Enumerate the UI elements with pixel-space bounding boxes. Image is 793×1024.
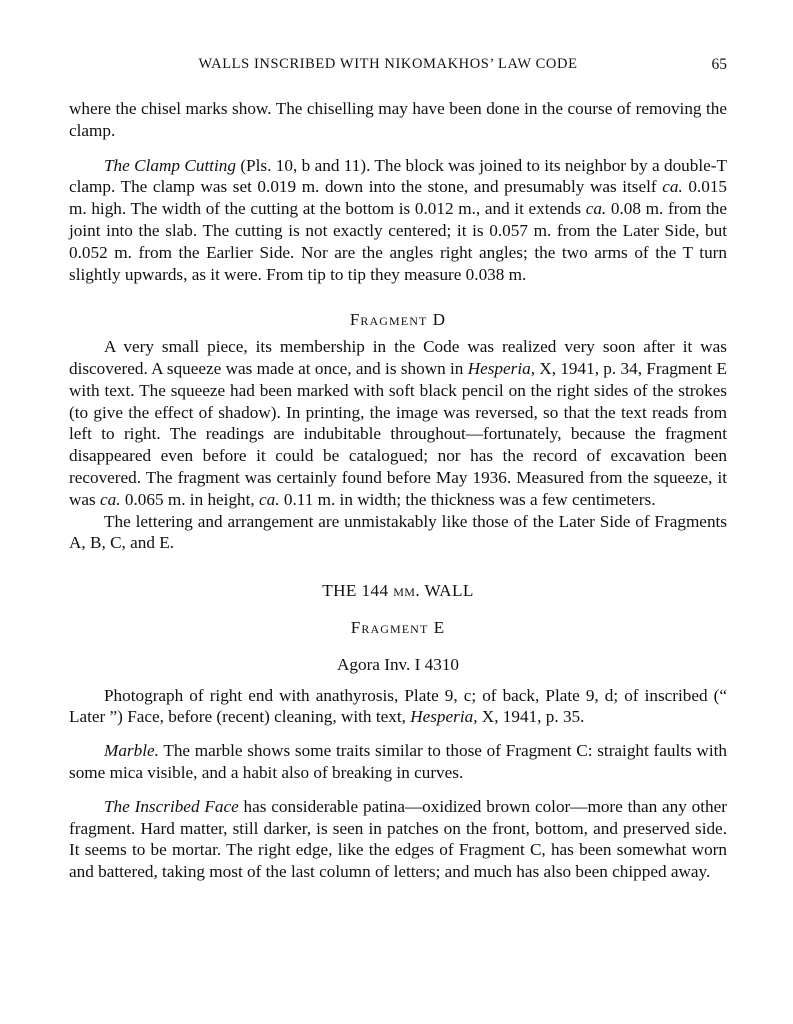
fragment-d-text-1: A very small piece, its membership in the Code was realized very soon after it was discovered. A squeeze was made at once, and is shown in xyxy=(69,337,727,378)
page xyxy=(69,54,727,883)
journal-title: Hesperia, xyxy=(467,358,535,378)
ca-abbrev: ca. xyxy=(662,177,683,197)
fragment-d-text-3: 0.065 m. in height, xyxy=(120,489,260,509)
marble-text: The marble shows some traits similar to those of Fragment C: straight faults with some mica visible, and a habit also of breaking in curves. xyxy=(69,741,727,782)
running-title: WALLS INSCRIBED WITH NIKOMAKHOS’ LAW CODE xyxy=(198,56,578,72)
clamp-text-1: (Pls. 10, b and 11). The block was joined to its neighbor by a double-T clamp. The clamp was set 0.019 m. down into the stone, and presumably was itself xyxy=(69,155,727,197)
inventory-number: Agora Inv. I 4310 xyxy=(336,654,460,674)
clamp-label: The Clamp Cutting xyxy=(104,155,236,175)
paragraph-photograph xyxy=(69,685,727,729)
ca-abbrev: ca. xyxy=(100,489,121,509)
heading-144mm-wall xyxy=(69,580,727,602)
paragraph-clamp-cutting xyxy=(69,155,727,286)
page-number: 65 xyxy=(711,56,727,73)
ca-abbrev: ca. xyxy=(585,199,607,219)
fragment-d-text-2: X, 1941, p. 34, Fragment E with text. The squeeze had been marked with soft black pencil on the right sides of the strokes (to give the effect of shadow). In printing, the image was reversed, so that the text reads from left to right. The readings are indubitable throughout—fortunately, because the fragment disappeared even before it could be catalogued; nor has the record of excavation been recovered. The fragment was certainly found before May 1936. Measured from the squeeze, it was xyxy=(69,358,727,509)
clamp-text-2: 0.015 m. high. The width of the cutting at the bottom is 0.012 m., and it extends xyxy=(69,177,728,219)
ca-abbrev: ca. xyxy=(259,489,280,509)
heading-fragment-e: Fragment E xyxy=(350,617,446,637)
paragraph-lettering: The lettering and arrangement are unmistakably like those of the Later Side of Fragments A, B, C, and E. xyxy=(69,511,727,553)
photo-text-2: X, 1941, p. 35. xyxy=(477,707,585,727)
paragraph-inscribed-face xyxy=(69,796,727,883)
journal-title: Hesperia, xyxy=(410,707,478,727)
running-head xyxy=(69,54,727,78)
wall-heading-post: WALL xyxy=(420,581,474,601)
fragment-d-text-4: 0.11 m. in width; the thickness was a few centimeters. xyxy=(279,489,656,509)
heading-fragment-d: Fragment D xyxy=(349,310,447,330)
wall-heading-pre: THE 144 xyxy=(322,581,394,601)
wall-heading-unit: mm. xyxy=(393,581,421,601)
marble-label: Marble. xyxy=(104,741,159,761)
paragraph-chisel: where the chisel marks show. The chiselling may have been done in the course of removing the clamp. xyxy=(69,99,727,140)
paragraph-marble xyxy=(69,740,727,784)
inscribed-face-text: has considerable patina—oxidized brown color—more than any other fragment. Hard matter, still darker, is seen in patches on the front, bottom, and preserved side. It seems to be mortar. The right edge, like the edges of Fragment C, has been somewhat worn and battered, taking most of the last column of letters; and much has also been chipped away. xyxy=(69,796,727,882)
inscribed-face-label: The Inscribed Face xyxy=(104,796,239,816)
paragraph-fragment-d xyxy=(69,336,727,510)
clamp-text-3: 0.08 m. from the joint into the slab. The cutting is not exactly centered; it is 0.057 m. from the Later Side, but 0.052 m. from the Earlier Side. Nor are the angles right angles; the two arms of the T turn slightly upwards, as it were. From tip to tip they measure 0.038 m. xyxy=(69,199,728,284)
photo-text-1: Photograph of right end with anathyrosis, Plate 9, c; of back, Plate 9, d; of inscribed (“ Later ”) Face, before (recent) cleaning, with text, xyxy=(69,685,727,727)
